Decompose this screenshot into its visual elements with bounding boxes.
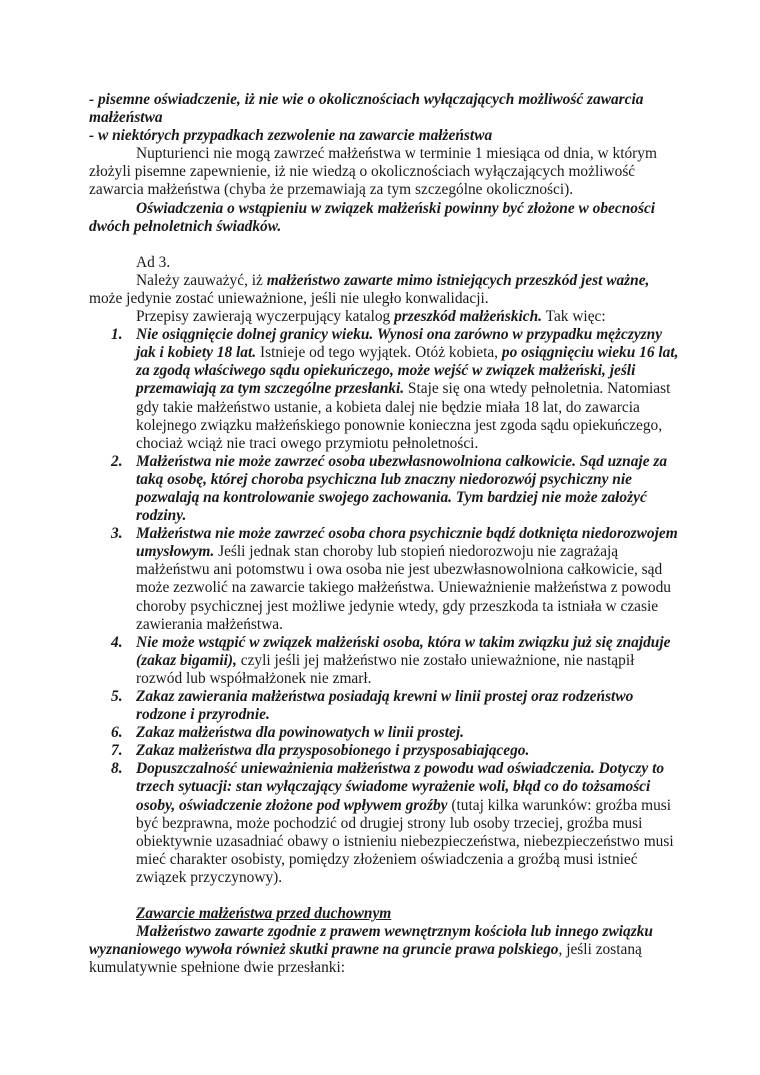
text-run: Jeśli jednak stan choroby lub stopień niedorozwoju nie zagrażają małżeństwu ani potomstwu i owa osoba nie jest ubezwłasnowolniona całkowicie, sąd może zezwolić na zawarcie takiego małżeństwa. Unieważnienie małżeństwa z powodu choroby psychicznej jest możliwe jedynie wtedy, gdy przeszkoda ta istniała w czasie zawierania małżeństwa. <box>136 543 672 633</box>
list-number: 5. <box>111 688 123 705</box>
bold-text-run: Nie osiągnięcie dolnej granicy wieku. Wynosi ona zarówno w przypadku mężczyzny jak i kobiety 18 lat. <box>136 326 663 362</box>
list-number: 1. <box>111 326 123 344</box>
list-item <box>89 760 679 887</box>
bold-text-run: po osiągnięciu wieku 16 lat, za zgodą właściwego sądu opiekuńczego, może wejść w związek małżeński, jeśli przemawiają za tym szczególne przesłanki. <box>136 344 679 398</box>
list-item <box>89 453 679 525</box>
list-number: 3. <box>111 525 123 543</box>
text-run: Istnieje od tego wyjątek. Otóż kobieta, <box>256 344 502 362</box>
list-number: 8. <box>111 760 123 778</box>
paragraph-valid-marriage <box>89 272 679 308</box>
spacer <box>89 887 679 905</box>
text-run: Tak więc: <box>542 308 606 326</box>
bold-text-run: Dopuszczalność unieważnienia małżeństwa z powodu wad oświadczenia. Dotyczy to trzech sytuacji: stan wyłączający świadome wyrażenie woli, błąd co do tożsamości osoby, oświadczenie złożone pod wpływem groźby <box>136 760 665 814</box>
list-number: 4. <box>111 633 123 651</box>
list-item <box>89 742 679 760</box>
list-item <box>89 724 679 742</box>
list-item <box>89 688 679 724</box>
bold-text-run: Małżeństwo zawarte zgodnie z prawem wewnętrznym kościoła lub innego związku wyznaniowego wywoła również skutki prawne na gruncie prawa polskiego <box>89 923 653 959</box>
obstacles-list <box>89 326 679 887</box>
text-run: , jeśli zostaną kumulatywnie spełnione dwie przesłanki: <box>89 941 642 977</box>
text-run: (tutaj kilka warunków: groźba musi być bezprawna, może pochodzić od drugiej strony lub osoby trzeciej, groźba musi obiektywnie uzasadniać obawy o istnieniu niebezpieczeństwa, niebezpieczeństwo musi mieć charakter osobisty, pomiędzy złożeniem oświadczenia a groźbą musi istnieć związek przyczynowy). <box>136 796 674 886</box>
document-body <box>89 91 679 977</box>
list-number: 7. <box>111 742 123 760</box>
bold-text-run: Zakaz małżeństwa dla przysposobionego i przysposabiającego. <box>136 742 530 760</box>
list-item <box>89 525 679 634</box>
list-number: 6. <box>111 724 123 742</box>
ad3-label: Ad 3. <box>136 253 171 271</box>
text-run: Przepisy zawierają wyczerpujący katalog <box>136 308 395 326</box>
text-run: czyli jeśli jej małżeństwo nie zostało unieważnione, nie nastąpił rozwód lub współmałżonek nie zmarł. <box>136 651 635 687</box>
paragraph-witnesses: Oświadczenia o wstąpieniu w związek małżeński powinny być złożone w obecności dwóch pełnoletnich świadków. <box>89 199 656 235</box>
bold-text-run: Małżeństwa nie może zawrzeć osoba chora psychicznie bądź dotknięta niedorozwojem umysłowym. <box>136 525 678 561</box>
bold-text-run: Zakaz zawierania małżeństwa posiadają krewni w linii prostej oraz rodzeństwo rodzone i przyrodnie. <box>136 688 634 724</box>
bold-text-run: Małżeństwa nie może zawrzeć osoba ubezwłasnowolniona całkowicie. Sąd uznaje za taką osobę, której choroba psychiczna lub znaczny niedorozwój psychiczny nie pozwalają na kontrolowanie swojego zachowania. Tym bardziej nie może założyć rodziny. <box>136 452 668 525</box>
text-run: może jedynie zostać unieważnione, jeśli nie uległo konwalidacji. <box>89 289 489 307</box>
paragraph-religious-marriage <box>89 923 679 977</box>
spacer <box>89 236 679 254</box>
list-item <box>89 634 679 688</box>
list-item <box>89 326 679 453</box>
text-run: Staje się ona wtedy pełnoletnia. Natomiast gdy takie małżeństwo ustanie, a kobieta dalej nie będzie miała 18 lat, do zawarcia kolejnego związku małżeńskiego ponownie konieczna jest zgoda sądu opiekuńczego, chociaż wciąż nie traci owego przymiotu pełnoletności. <box>136 380 671 452</box>
bold-text-run: małżeństwo zawarte mimo istniejących przeszkód jest ważne, <box>266 271 650 289</box>
intro-line: - w niektórych przypadkach zezwolenie na zawarcie małżeństwa <box>89 127 493 145</box>
bold-text-run: przeszkód małżeńskich. <box>394 308 543 326</box>
paragraph-nupturienci: Nupturienci nie mogą zawrzeć małżeństwa w terminie 1 miesiąca od dnia, w którym złożyli pisemne zapewnienie, iż nie wiedzą o okolicznościach wyłączających możliwość zawarcia małżeństwa (chyba że przemawiają za tym szczególne okoliczności). <box>89 145 657 199</box>
intro-line: - pisemne oświadczenie, iż nie wie o okolicznościach wyłączających możliwość zawarcia małżeństwa <box>89 91 644 127</box>
bold-text-run: Nie może wstąpić w związek małżeński osoba, która w takim związku już się znajduje (zakaz bigamii), <box>136 633 671 669</box>
list-number: 2. <box>111 452 123 470</box>
bold-text-run: Zakaz małżeństwa dla powinowatych w linii prostej. <box>136 724 464 742</box>
text-run: Należy zauważyć, iż <box>136 271 267 289</box>
paragraph-catalog <box>89 308 679 326</box>
section-heading: Zawarcie małżeństwa przed duchownym <box>136 905 392 923</box>
